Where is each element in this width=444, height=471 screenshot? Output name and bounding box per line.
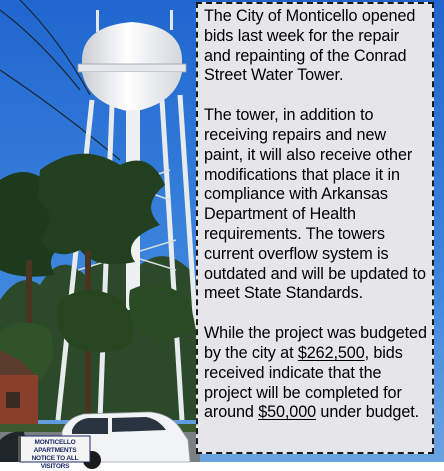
savings-amount: $50,000 <box>258 403 317 422</box>
paragraph-3-text-b: , bids received indicate that the project will be completed for around <box>204 343 403 422</box>
sign-line-2: NOTICE TO ALL VISITORS <box>31 455 79 470</box>
article-caption-box <box>196 2 434 454</box>
paragraph-3-text-c: under budget. <box>316 403 420 422</box>
budget-amount: $262,500 <box>297 343 365 362</box>
sign-line-1: MONTICELLO APARTMENTS <box>33 439 77 454</box>
paragraph-2: The tower, in addition to receiving repairs and new paint, it will also receive other modifications that place it in compliance with Arkansas Department of Health requirements. The towers current overflow system is outdated and will be updated to meet State Standards. <box>204 106 426 303</box>
paragraph-3 <box>204 324 428 423</box>
paragraph-1: The City of Monticello opened bids last week for the repair and repainting of the Conrad Street Water Tower. <box>204 7 416 85</box>
sign-text <box>24 439 86 471</box>
paragraph-3-text-a: While the project was budgeted by the city at <box>204 324 427 362</box>
